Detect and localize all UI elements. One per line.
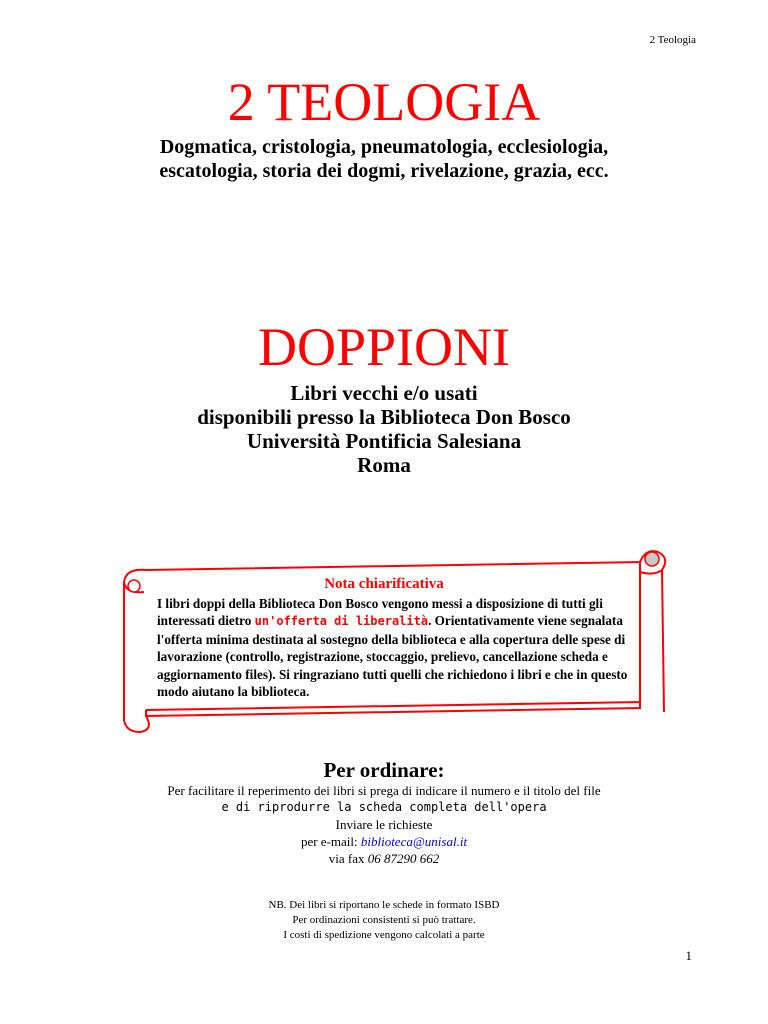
- order-info: [0, 782, 768, 867]
- subtitle-line: Dogmatica, cristologia, pneumatologia, ecclesiologia,: [159, 136, 609, 158]
- note-text: . Orientativamente viene segnalata l'offerta minima destinata al sostegno della biblioteca e alla copertura delle spese di lavorazione (controllo, registrazione, stoccaggio, prelievo, cancellazione scheda e aggiornamento files). Si ringraziano tutti quelli che richiedono i libri e che in questo modo aiutano la biblioteca.: [157, 613, 628, 700]
- availability-line: disponibili presso la Biblioteca Don Bosco: [197, 405, 571, 429]
- order-heading: Per ordinare:: [323, 758, 445, 782]
- fax-line: [0, 850, 768, 867]
- email-link[interactable]: biblioteca@unisal.it: [360, 834, 468, 849]
- fax-prefix: via fax: [328, 851, 368, 866]
- document-title: 2 TEOLOGIA: [227, 72, 541, 132]
- nb-line: NB. Dei libri si riportano le schede in formato ISBD: [268, 899, 500, 911]
- availability-block: [0, 381, 768, 477]
- email-prefix: per e-mail:: [300, 834, 361, 849]
- availability-line: Università Pontificia Salesiana: [246, 429, 522, 453]
- availability-line: Libri vecchi e/o usati: [290, 381, 478, 405]
- note-highlight: un'offerta di liberalità: [254, 614, 429, 629]
- nb-line: I costi di spedizione vengono calcolati a parte: [283, 929, 485, 941]
- page-number: 1: [685, 948, 692, 963]
- running-header: 2 Teologia: [649, 34, 696, 46]
- note-body: [157, 595, 657, 700]
- order-line: Per facilitare il reperimento dei libri si prega di indicare il numero e il titolo del file: [167, 783, 601, 798]
- note-title: Nota chiarificativa: [324, 576, 444, 592]
- note-text: I libri doppi della Biblioteca Don Bosco vengono messi a disposizione di tutti gli interessati dietro: [157, 596, 603, 629]
- section-heading-doppioni: DOPPIONI: [257, 317, 511, 377]
- fax-number: 06 87290 662: [367, 851, 440, 866]
- order-line: e di riprodurre la scheda completa dell'opera: [221, 800, 547, 814]
- availability-line: Roma: [357, 453, 411, 477]
- nb-line: Per ordinazioni consistenti si può trattare.: [292, 914, 476, 926]
- subtitle-line: escatologia, storia dei dogmi, rivelazione, grazia, ecc.: [159, 160, 609, 182]
- order-line: Inviare le richieste: [335, 817, 433, 832]
- email-line: [0, 833, 768, 850]
- nb-notes: [0, 898, 768, 943]
- subtitle: [0, 135, 768, 183]
